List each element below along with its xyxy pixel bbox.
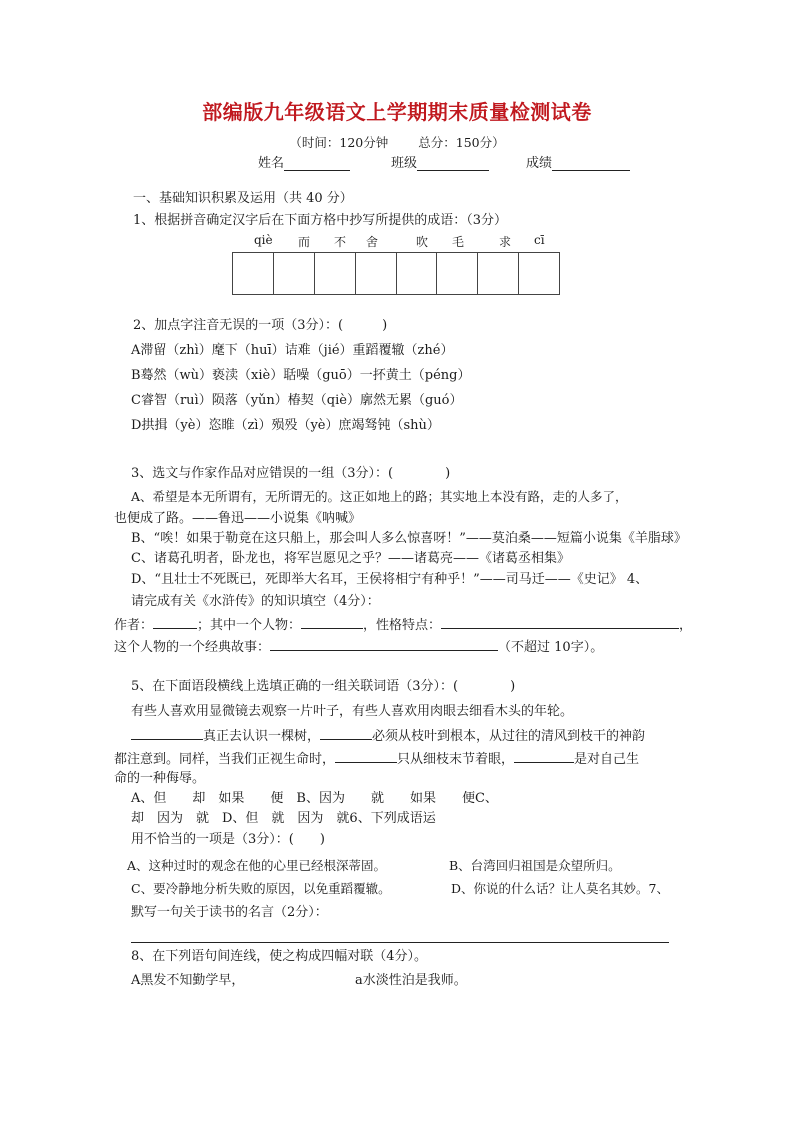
q3-option-a: A、希望是本无所谓有，无所谓无的。这正如地上的路；其实地上本没有路，走的人多了， [131,489,628,504]
score-blank[interactable] [552,156,630,171]
q6-option-a: A、这种过时的观念在他的心里已经根深蒂固。 [127,858,387,873]
q1-pinyin: qiè [254,233,273,247]
q1-answer-box[interactable] [397,253,438,294]
q7-text: 默写一句关于读书的名言（2分）： [131,905,328,920]
q5-options-2: 却 因为 就 D、但 就 因为 就6、下列成语运 [131,811,436,826]
q1-pinyin: 毛 [452,235,465,249]
q4-text: 请完成有关《水浒传》的知识填空（4分）： [131,594,380,609]
q1-answer-box[interactable] [519,253,559,294]
exam-time-total [0,133,794,151]
q4-story-line [114,636,603,657]
q5-passage-2 [131,725,645,746]
q4-person-label: ；其中一个人物： [197,618,302,633]
q1-answer-box[interactable] [478,253,519,294]
q3-option-c: C、诸葛孔明者，卧龙也，将军岂愿见之乎？——诸葛亮——《诸葛丞相集》 [131,551,570,566]
q1-answer-box[interactable] [315,253,356,294]
q4-story-label: 这个人物的一个经典故事： [114,640,271,655]
q6-option-c: C、要冷静地分析失败的原因，以免重蹈覆辙。 [131,881,391,896]
q3-option-a-cont: 也便成了路。——鲁迅——小说集《呐喊》 [114,511,362,526]
q1-pinyin: 不 [334,235,347,249]
q3-option-b: B、“唉！如果于勒竟在这只船上，那会叫人多么惊喜呀！”——莫泊桑——短篇小说集《羊脂球》 [131,531,687,546]
q5-blank-1[interactable] [131,725,203,740]
q4-story-limit: （不超过 10字）。 [498,640,604,655]
q3-option-d: D、“且壮士不死既已，死即举大名耳，王侯将相宁有种乎！”——司马迁——《史记》 4、 [131,572,649,587]
q1-pinyin: 舍 [366,235,379,249]
q5-passage-3c: 是对自己生 [574,752,640,767]
q4-trait-blank[interactable] [441,614,679,629]
q5-options-1: A、但 却 如果 便 B、因为 就 如果 便C、 [131,791,498,806]
q5-passage-3 [114,748,639,769]
q8-left-a[interactable]: A黑发不知勤学早， [131,973,245,988]
q3-text: 3、选文与作家作品对应错误的一组（3分）：( ) [131,466,451,481]
q5-blank-3[interactable] [335,748,397,763]
q1-answer-box[interactable] [437,253,478,294]
q6-option-b: B、台湾回归祖国是众望所归。 [449,858,621,873]
q1-pinyin: cī [534,233,545,247]
class-blank[interactable] [417,156,489,171]
q5-passage-4: 命的一种侮辱。 [114,771,206,786]
class-field[interactable] [391,152,489,171]
q1-answer-box[interactable] [356,253,397,294]
q1-pinyin: 而 [298,235,311,249]
q6-option-d: D、你说的什么话？让人莫名其妙。7、 [451,881,669,896]
q1-answer-box[interactable] [274,253,315,294]
name-field[interactable] [258,152,350,171]
q8-right-a[interactable]: a水淡性泊是我师。 [355,973,467,988]
q5-passage-2a: 真正去认识一棵树， [203,729,321,744]
q4-author-label: 作者： [114,618,154,633]
q4-author-blank[interactable] [153,614,197,629]
q1-pinyin: 吹 [416,235,429,249]
exam-time: （时间：120分钟 [289,135,389,150]
q4-end-mark: ， [679,618,693,633]
q5-passage-3a: 都注意到。同样，当我们正视生命时， [114,752,336,767]
q2-option-b: B蓦然（wù）亵渎（xiè）聒噪（guō）一抔黄土（péng） [131,368,471,383]
q2-option-a: A滞留（zhì）麾下（huī）诘难（jié）重蹈覆辙（zhé） [131,343,454,358]
class-label: 班级 [391,156,418,171]
q4-person-blank[interactable] [301,614,363,629]
name-label: 姓名 [258,156,285,171]
q5-text: 5、在下面语段横线上选填正确的一组关联词语（3分）：( ) [131,679,516,694]
exam-total-score: 总分：150分） [418,135,505,150]
q6-text: 用不恰当的一项是（3分）：( ) [131,832,325,847]
q1-answer-box[interactable] [233,253,274,294]
q5-passage-2b: 必须从枝叶到根本，从过往的清风到枝干的神韵 [372,729,646,744]
q4-story-blank[interactable] [270,636,498,651]
q1-pinyin: 求 [499,235,512,249]
q7-answer-line[interactable] [131,942,669,943]
q2-option-c: C睿智（ruì）陨落（yǔn）椿契（qiè）廓然无累（guó） [131,393,463,408]
name-blank[interactable] [284,156,350,171]
q5-passage-1: 有些人喜欢用显微镜去观察一片叶子，有些人喜欢用肉眼去细看木头的年轮。 [131,704,574,719]
score-field[interactable] [526,152,630,171]
section1-heading: 一、基础知识积累及运用（共 40 分） [133,191,353,206]
q5-blank-2[interactable] [320,725,372,740]
q4-fill-line [114,614,692,635]
q8-text: 8、在下列语句间连线，使之构成四幅对联（4分）。 [131,949,428,964]
score-label: 成绩 [526,156,553,171]
q4-trait-label: ，性格特点： [363,618,442,633]
q2-option-d: D拱揖（yè）恣睢（zì）殒殁（yè）庶竭驽钝（shù） [131,418,440,433]
q5-passage-3b: 只从细枝末节着眼， [397,752,515,767]
q2-text: 2、加点字注音无误的一项（3分）：( ) [133,318,388,333]
q5-blank-4[interactable] [514,748,574,763]
q1-answer-grid [232,252,560,295]
exam-title: 部编版九年级语文上学期期末质量检测试卷 [202,100,592,124]
q1-text: 1、根据拼音确定汉字后在下面方格中抄写所提供的成语：（3分） [133,213,508,228]
